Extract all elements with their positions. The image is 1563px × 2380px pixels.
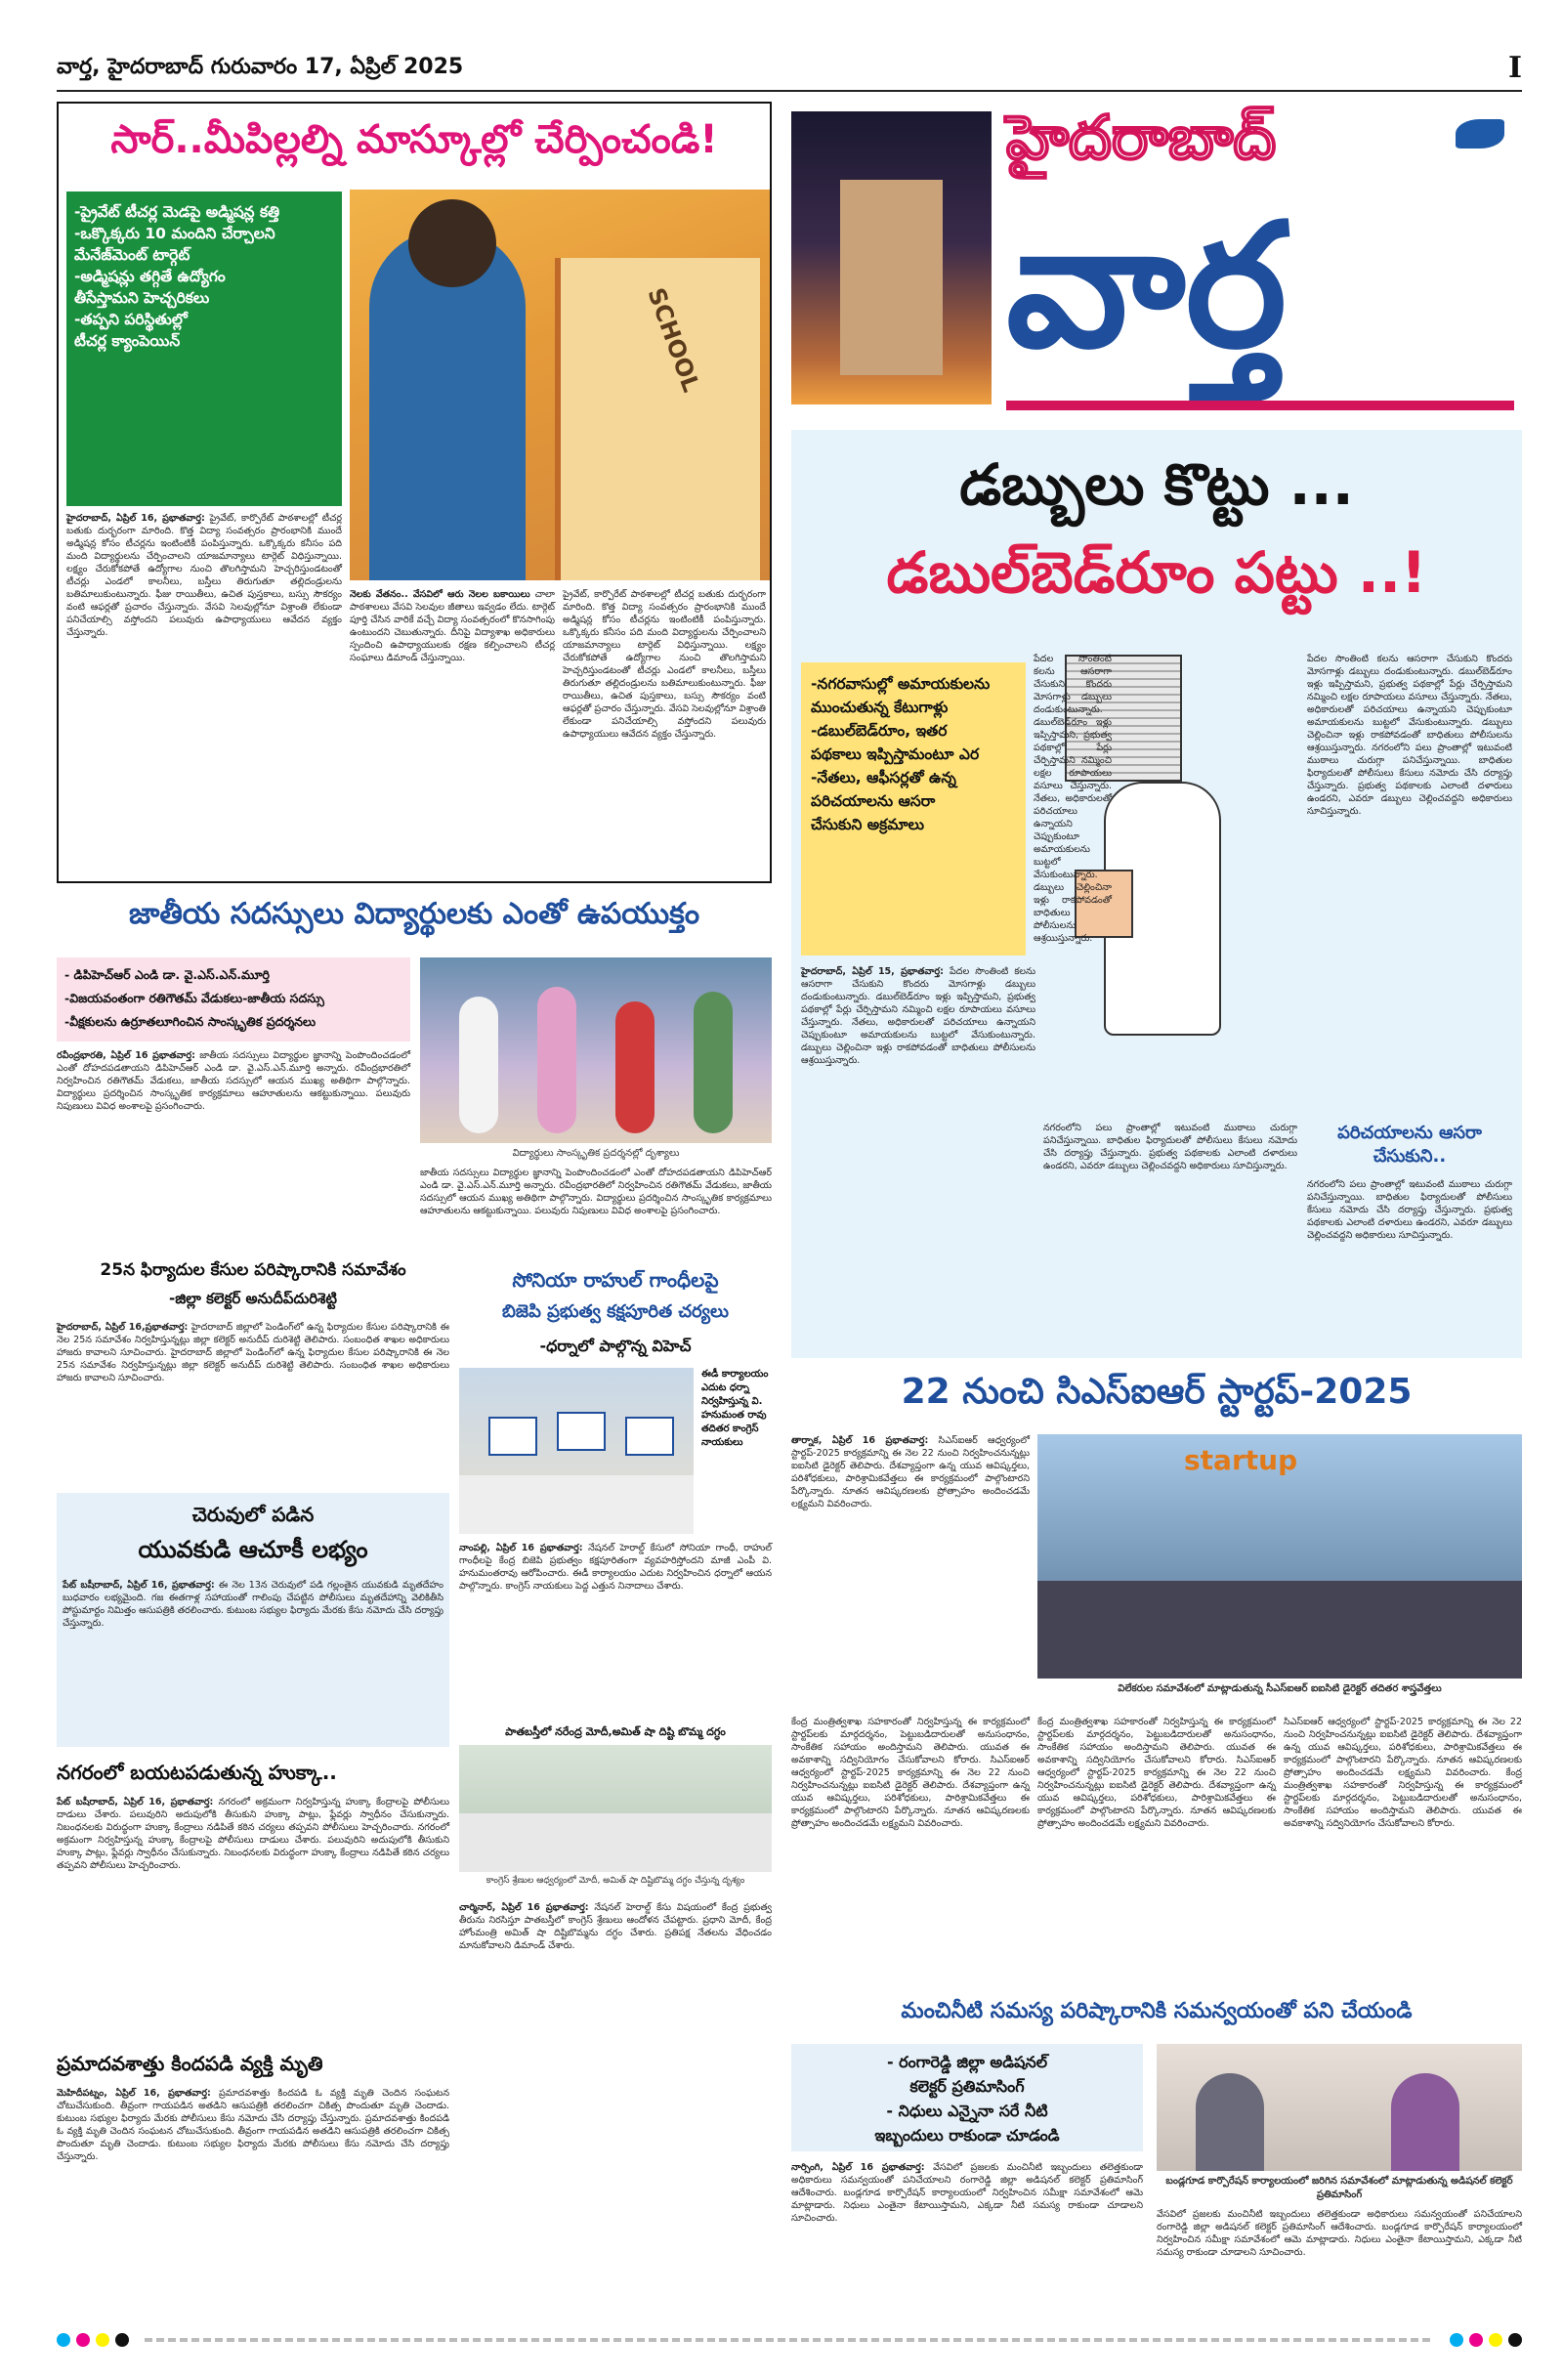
dateline: హైదరాబాద్, ఏప్రిల్ 15, ప్రభాతవార్త: (801, 966, 944, 977)
highlight-line: -విజయవంతంగా రతిగౌతమ్ వేడుకలు-జాతీయ సదస్సు (64, 991, 324, 1005)
placard (557, 1412, 606, 1451)
effigy-photo (459, 1745, 772, 1872)
body-col4 (1307, 1178, 1512, 1346)
highlights-box (801, 662, 1026, 956)
highlight-line: ముంచుతున్న కేటుగాళ్లు (811, 699, 949, 716)
body-col1 (791, 2161, 1143, 2308)
body-text: వేసవిలో ప్రజలకు మంచినీటి ఇబ్బందులు తలెత్తకుండా అధికారులు సమన్వయంతో పనిచేయాలని రంగారెడ్డి జిల్లా అడిషనల్ కలెక్టర్ ప్రతిమాసింగ్ ఆదేశించారు. బండ్లగూడ కార్పొరేషన్ కార్యాలయంలో నిర్వహించిన సమీక్షా సమావేశంలో ఆమె మాట్లాడారు. నిధులు ఎంతైనా కేటాయిస్తామని, ఎక్కడా నీటి సమస్య రాకుండా చూడాలని సూచించారు. (1157, 2209, 1522, 2258)
body-col3 (1284, 1716, 1522, 1976)
highlight-line: టీచర్ల క్యాంపెయిన్ (74, 332, 181, 350)
story-drinking-water (791, 1993, 1522, 2316)
masthead-rule (1006, 401, 1514, 410)
story-accident (57, 2046, 449, 2310)
body-col3 (563, 588, 766, 877)
dateline: రవీంద్రభారతి, ఏప్రిల్ 16 ప్రభాతవార్త: (57, 1050, 195, 1061)
headline: 25న ఫిర్యాదుల కేసుల పరిష్కారానికి సమావేశం (100, 1260, 406, 1280)
subhead: నెలకు వేతనం.. వేసవిలో ఆరు నెలల బకాయిలు (350, 589, 530, 600)
body-text: సిఎస్ఐఆర్ ఆధ్వర్యంలో స్టార్టప్-2025 కార్యక్రమాన్ని ఈ నెల 22 నుంచి నిర్వహించనున్నట్లు ఐఐసిటి డైరెక్టర్ తెలిపారు. దేశవ్యాప్తంగా ఉన్న యువ ఆవిష్కర్తలు, పరిశోధకులు, పారిశ్రామికవేత్తలు ఈ కార్యక్రమంలో పాల్గొంటారని పేర్కొన్నారు. నూతన ఆవిష్కరణలకు ప్రోత్సాహం అందించడమే లక్ష్యమని వివరించారు. (1284, 1717, 1522, 1778)
highlight-line: పరిచయాలను ఆసరా (811, 792, 936, 810)
color-registration-bar (57, 2331, 1522, 2349)
cultural-photo (420, 957, 772, 1143)
cyan-dot (57, 2333, 70, 2347)
body-col2 (1043, 1122, 1297, 1346)
body-text: ఈ నెల 13న చెరువులో పడి గల్లంతైన యువకుడి మృతదేహం బుధవారం లభ్యమైంది. గజ ఈతగాళ్ల సహాయంతో గాలింపు చేపట్టిన పోలీసులు మృతదేహాన్ని వెలికితీసి పోస్టుమార్టం నిమిత్తం ఆసుపత్రికి తరలించారు. కుటుంబ సభ్యుల ఫిర్యాదు మేరకు కేసు నమోదు చేసి దర్యాప్తు చేస్తున్నారు. (63, 1580, 444, 1629)
body-text: ప్రైవేట్, కార్పొరేట్ పాఠశాలల్లో టీచర్ల బతుకు దుర్భరంగా మారింది. కొత్త విద్యా సంవత్సరం ప్రారంభానికి ముందే అడ్మిషన్ల కోసం టీచర్లను ఇంటింటికీ పంపిస్తున్నారు. ఒక్కొక్కరు కనీసం పది మంది విద్యార్థులను చేర్పించాలని యాజమాన్యాలు టార్గెట్ విధిస్తున్నాయి. లక్ష్యం చేరుకోకపోతే ఉద్యోగాల నుంచి తొలగిస్తామని హెచ్చరిస్తుండటంతో టీచర్లు ఎండలో కాలనీలు, బస్తీలు తిరుగుతూ తల్లిదండ్రులను బతిమాలుకుంటున్నారు. ఫీజు రాయితీలు, ఉచిత పుస్తకాలు, బస్సు సౌకర్యం వంటి ఆఫర్లతో ప్రచారం చేస్తున్నారు. వేసవి సెలవుల్లోనూ విశ్రాంతి లేకుండా పనిచేయాల్సి వస్తోందని పలువురు ఉపాధ్యాయులు ఆవేదన వ్యక్తం చేస్తున్నారు. (563, 589, 766, 740)
highlight-line: -నేతలు, ఆఫీసర్లతో ఉన్న (811, 769, 956, 786)
body-text: జాతీయ సదస్సులు విద్యార్థుల జ్ఞానాన్ని పెంపొందించడంలో ఎంతో దోహదపడతాయని డిపిహెచ్‌ఆర్ ఎండి డా. వై.ఎస్.ఎన్.మూర్తి అన్నారు. రవీంద్రభారతిలో నిర్వహించిన రతిగౌతమ్ వేడుకలు, జాతీయ సదస్సులో ఆయన ముఖ్య అతిథిగా పాల్గొన్నారు. విద్యార్థులు ప్రదర్శించిన సాంస్కృతిక కార్యక్రమాలు ఆహూతులను ఆకట్టుకున్నాయి. పలువురు నిపుణులు వివిధ అంశాలపై ప్రసంగించారు. (57, 1050, 410, 1112)
body-text: నేషనల్ హెరాల్డ్ కేసు విషయంలో కేంద్ర ప్రభుత్వ తీరును నిరసిస్తూ పాతబస్తీలో కాంగ్రెస్ శ్రేణులు ఆందోళన చేపట్టారు. ప్రధాని మోదీ, కేంద్ర హోంమంత్రి అమిత్ షా దిష్టిబొమ్మను దగ్ధం చేశారు. ప్రతిపక్ష నేతలను వేధించడం మానుకోవాలని డిమాండ్ చేశారు. (459, 1902, 772, 1951)
body (57, 1321, 449, 1477)
press-meet-photo (1037, 1434, 1522, 1679)
black-dot (1508, 2333, 1522, 2347)
body-2 (459, 1901, 772, 2302)
highlight-line: -అడ్మిషన్లు తగ్గితే ఉద్యోగం (74, 268, 226, 285)
body-col3 (1307, 653, 1512, 1112)
body-text: నగరంలోని పలు ప్రాంతాల్లో ఇటువంటి ముఠాలు చురుగ్గా పనిచేస్తున్నాయి. బాధితుల ఫిర్యాదులతో పోలీసులు కేసులు నమోదు చేసి దర్యాప్తు చేస్తున్నారు. ప్రభుత్వ పథకాలకు ఎలాంటి దళారులు ఉండరని, ఎవరూ డబ్బులు చెల్లించవద్దని అధికారులు సూచిస్తున్నారు. (1307, 743, 1512, 817)
body-text: పేదల సొంతింటి కలను ఆసరాగా చేసుకుని కొందరు మోసగాళ్లు డబ్బులు దండుకుంటున్నారు. డబుల్‌బెడ్‌రూం ఇళ్లు ఇప్పిస్తామని, ప్రభుత్వ పథకాల్లో పేర్లు చేర్పిస్తామని నమ్మించి లక్షల రూపాయలు వసూలు చేస్తున్నారు. నేతలు, అధికారులతో పరిచయాలు ఉన్నాయని చెప్పుకుంటూ అమాయకులను బుట్టలో వేసుకుంటున్నారు. డబ్బులు చెల్లించినా ఇళ్లు రాకపోవడంతో బాధితులు పోలీసులను ఆశ్రయిస్తున్నారు. (801, 966, 1035, 1066)
body-col2 (1157, 2208, 1522, 2308)
photo-caption: విద్యార్థులు సాంస్కృతిక ప్రదర్శనల్లో దృశ్యాలు (512, 1148, 680, 1159)
body-col1 (66, 512, 342, 879)
body-text: నగరంలో అక్రమంగా నిర్వహిస్తున్న హుక్కా కేంద్రాలపై పోలీసులు దాడులు చేశారు. పలువురిని అదుపులోకి తీసుకుని హుక్కా పాట్లు, ఫ్లేవర్లు స్వాధీనం చేసుకున్నారు. నిబంధనలకు విరుద్ధంగా హుక్కా కేంద్రాలు నడిపితే కఠిన చర్యలు తప్పవని పోలీసులు హెచ్చరించారు. (57, 1822, 449, 1871)
highlight-line: మేనేజ్‌మెంట్ టార్గెట్ (74, 246, 190, 264)
header-dateline: వార్త, హైదరాబాద్ గురువారం 17, ఏప్రిల్ 2025 (57, 55, 464, 79)
highlight-line: పథకాలు ఇప్పిస్తామంటూ ఎర (811, 745, 980, 763)
body-text: హైదరాబాద్ జిల్లాలో పెండింగ్‌లో ఉన్న ఫిర్యాదుల కేసుల పరిష్కారానికి ఈ నెల 25న సమావేశం నిర్వహిస్తున్నట్లు జిల్లా కలెక్టర్ అనుదీప్ దురిశెట్టి తెలిపారు. సంబంధిత శాఖల అధికారులు హాజరు కావాలని సూచించారు. (57, 1322, 449, 1358)
photo-caption: విలేకరుల సమావేశంలో మాట్లాడుతున్న సీఎస్ఐఆర్ ఐఐసిటి డైరెక్టర్ తదితర శాస్త్రవేత్తలు (1118, 1683, 1442, 1694)
dateline: హైదరాబాద్, ఏప్రిల్ 16, ప్రభాతవార్త: (66, 513, 205, 524)
cyan-dot (1450, 2333, 1463, 2347)
dancer-shape (694, 992, 733, 1133)
body-text: సిఎస్ఐఆర్ ఆధ్వర్యంలో స్టార్టప్-2025 కార్యక్రమాన్ని ఈ నెల 22 నుంచి నిర్వహించనున్నట్లు ఐఐసిటి డైరెక్టర్ తెలిపారు. దేశవ్యాప్తంగా ఉన్న యువ ఆవిష్కర్తలు, పరిశోధకులు, పారిశ్రామికవేత్తలు ఈ కార్యక్రమంలో పాల్గొంటారని పేర్కొన్నారు. నూతన ఆవిష్కరణలకు ప్రోత్సాహం అందించడమే లక్ష్యమని వివరించారు. (791, 1755, 1030, 1829)
dancer-shape (615, 1001, 655, 1133)
body-wrap-col (1034, 653, 1112, 944)
body-text: పేదల సొంతింటి కలను ఆసరాగా చేసుకుని కొందరు మోసగాళ్లు డబ్బులు దండుకుంటున్నారు. డబుల్‌బెడ్‌రూం ఇళ్లు ఇప్పిస్తామని, ప్రభుత్వ పథకాల్లో పేర్లు చేర్పిస్తామని నమ్మించి లక్షల రూపాయలు వసూలు చేస్తున్నారు. నేతలు, అధికారులతో పరిచయాలు ఉన్నాయని చెప్పుకుంటూ అమాయకులను బుట్టలో వేసుకుంటున్నారు. డబ్బులు చెల్లించినా ఇళ్లు రాకపోవడంతో బాధితులు పోలీసులను ఆశ్రయిస్తున్నారు. (1034, 654, 1112, 944)
highlight-line: -డబుల్‌బెడ్‌రూం, ఇతర (811, 722, 948, 740)
black-dot (115, 2333, 129, 2347)
highlight-line: చేసుకుని అక్రమాలు (811, 816, 924, 833)
meeting-photo (1157, 2044, 1522, 2171)
page-header (57, 51, 1522, 86)
headline: చెరువులో పడిన (191, 1503, 315, 1526)
dancer-shape (459, 997, 498, 1133)
body-col2 (420, 1167, 772, 1245)
dateline: నార్సింగి, ఏప్రిల్ 16 ప్రభాతవార్త: (791, 2162, 925, 2173)
body-col1 (791, 1434, 1030, 1708)
highlight-line: -ఒక్కొక్కరు 10 మందిని చేర్చాలని (74, 225, 275, 242)
body-text: పేదల సొంతింటి కలను ఆసరాగా చేసుకుని కొందరు మోసగాళ్లు డబ్బులు దండుకుంటున్నారు. డబుల్‌బెడ్‌రూం ఇళ్లు ఇప్పిస్తామని, ప్రభుత్వ పథకాల్లో పేర్లు చేర్పిస్తామని నమ్మించి లక్షల రూపాయలు వసూలు చేస్తున్నారు. నేతలు, అధికారులతో పరిచయాలు ఉన్నాయని చెప్పుకుంటూ అమాయకులను బుట్టలో వేసుకుంటున్నారు. డబ్బులు చెల్లించినా ఇళ్లు రాకపోవడంతో బాధితులు పోలీసులను ఆశ్రయిస్తున్నారు. (1307, 654, 1512, 753)
body-col2 (1037, 1716, 1276, 1976)
dateline: చార్మినార్, ఏప్రిల్ 16 ప్రభాతవార్త: (459, 1902, 589, 1913)
headline: నగరంలో బయటపడుతున్న హుక్కా.. (57, 1761, 337, 1784)
body-text: సిఎస్ఐఆర్ ఆధ్వర్యంలో స్టార్టప్-2025 కార్యక్రమాన్ని ఈ నెల 22 నుంచి నిర్వహించనున్నట్లు ఐఐసిటి డైరెక్టర్ తెలిపారు. దేశవ్యాప్తంగా ఉన్న యువ ఆవిష్కర్తలు, పరిశోధకులు, పారిశ్రామికవేత్తలు ఈ కార్యక్రమంలో పాల్గొంటారని పేర్కొన్నారు. నూతన ఆవిష్కరణలకు ప్రోత్సాహం అందించడమే లక్ష్యమని వివరించారు. (1037, 1755, 1276, 1829)
subhead: పరిచయాలను ఆసరా చేసుకుని.. (1337, 1123, 1482, 1167)
body-text: నగరంలో అక్రమంగా నిర్వహిస్తున్న హుక్కా కేంద్రాలపై పోలీసులు దాడులు చేశారు. పలువురిని అదుపులోకి తీసుకుని హుక్కా పాట్లు, ఫ్లేవర్లు స్వాధీనం చేసుకున్నారు. నిబంధనలకు విరుద్ధంగా హుక్కా కేంద్రాలు నడిపితే కఠిన చర్యలు తప్పవని పోలీసులు హెచ్చరించారు. (57, 1797, 449, 1833)
headline: సోనియా రాహుల్ గాంధీలపై (512, 1268, 719, 1292)
body-text: నగరంలోని పలు ప్రాంతాల్లో ఇటువంటి ముఠాలు చురుగ్గా పనిచేస్తున్నాయి. బాధితుల ఫిర్యాదులతో పోలీసులు కేసులు నమోదు చేసి దర్యాప్తు చేస్తున్నారు. ప్రభుత్వ పథకాలకు ఎలాంటి దళారులు ఉండరని, ఎవరూ డబ్బులు చెల్లించవద్దని అధికారులు సూచిస్తున్నారు. (1307, 1179, 1512, 1241)
body-col1 (801, 965, 1035, 1346)
subhead: -ధర్నాలో పాల్గొన్న విహెచ్ (539, 1337, 692, 1355)
registration-line (145, 2338, 1434, 2342)
body-col2 (350, 588, 555, 877)
body-text: ప్రైవేట్, కార్పొరేట్ పాఠశాలల్లో టీచర్ల బతుకు దుర్భరంగా మారింది. కొత్త విద్యా సంవత్సరం ప్రారంభానికి ముందే అడ్మిషన్ల కోసం టీచర్లను ఇంటింటికీ పంపిస్తున్నారు. ఒక్కొక్కరు కనీసం పది మంది విద్యార్థులను చేర్పించాలని యాజమాన్యాలు టార్గెట్ విధిస్తున్నాయి. లక్ష్యం చేరుకోకపోతే ఉద్యోగాల నుంచి తొలగిస్తామని హెచ్చరిస్తుండటంతో టీచర్లు ఎండలో కాలనీలు, బస్తీలు తిరుగుతూ తల్లిదండ్రులను బతిమాలుకుంటున్నారు. ఫీజు రాయితీలు, ఉచిత పుస్తకాలు, బస్సు సౌకర్యం వంటి ఆఫర్లతో ప్రచారం చేస్తున్నారు. వేసవి సెలవుల్లోనూ విశ్రాంతి లేకుండా పనిచేయాల్సి వస్తోందని పలువురు ఉపాధ్యాయులు ఆవేదన వ్యక్తం చేస్తున్నారు. (66, 513, 342, 638)
school-building (555, 258, 760, 580)
body-text: నేషనల్ హెరాల్డ్ కేసులో సోనియా గాంధీ, రాహుల్ గాంధీలపై కేంద్ర బిజెపి ప్రభుత్వం కక్షపూరితంగా వ్యవహరిస్తోందని మాజీ ఎంపీ వి. హనుమంతరావు ఆరోపించారు. ఈడీ కార్యాలయం ఎదుట నిర్వహించిన ధర్నాలో ఆయన పాల్గొన్నారు. కాంగ్రెస్ నాయకులు పెద్ద ఎత్తున నినాదాలు చేశారు. (459, 1543, 772, 1592)
dancer-shape (537, 987, 576, 1133)
startup-banner: startup (1184, 1444, 1298, 1476)
header-rule (57, 90, 1522, 92)
photo2-title: పాతబస్తీలో నరేంద్ర మోదీ,అమిత్ షా దిష్టి బొమ్మ దగ్ధం (505, 1725, 726, 1738)
body (459, 1542, 772, 1718)
body-text: జాతీయ సదస్సులు విద్యార్థుల జ్ఞానాన్ని పెంపొందించడంలో ఎంతో దోహదపడతాయని డిపిహెచ్‌ఆర్ ఎండి డా. వై.ఎస్.ఎన్.మూర్తి అన్నారు. రవీంద్రభారతిలో నిర్వహించిన రతిగౌతమ్ వేడుకలు, జాతీయ సదస్సులో ఆయన ముఖ్య అతిథిగా పాల్గొన్నారు. విద్యార్థులు ప్రదర్శించిన సాంస్కృతిక కార్యక్రమాలు ఆహూతులను ఆకట్టుకున్నాయి. పలువురు నిపుణులు వివిధ అంశాలపై ప్రసంగించారు. (420, 1168, 772, 1216)
dateline: పేట్ బషీరాబాద్, ఏప్రిల్ 16, ప్రభాతవార్త: (57, 1797, 214, 1807)
headline: ప్రమాదవశాత్తు కిందపడి వ్యక్తి మృతి (57, 2052, 323, 2075)
yellow-dot (1489, 2333, 1502, 2347)
story-grievance-meeting (57, 1260, 449, 1485)
headline-2: బిజెపి ప్రభుత్వ కక్షపూరిత చర్యలు (502, 1301, 729, 1322)
body (57, 2087, 449, 2302)
highlight-line: - డిపిహెచ్‌ఆర్ ఎండి డా. వై.ఎస్.ఎన్.మూర్తి (64, 967, 270, 982)
protest-photo (459, 1368, 694, 1534)
headline-2: డబుల్‌బెడ్‌రూం పట్టు ..! (886, 539, 1427, 606)
body-text: కేంద్ర మంత్రిత్వశాఖ సహకారంతో నిర్వహిస్తున్న ఈ కార్యక్రమంలో స్టార్టప్‌లకు మార్గదర్శనం, పెట్టుబడిదారులతో అనుసంధానం, సాంకేతిక సహాయం అందిస్తామని తెలిపారు. యువత ఈ అవకాశాన్ని సద్వినియోగం చేసుకోవాలని కోరారు. (1037, 1717, 1276, 1765)
body-text: హైదరాబాద్ జిల్లాలో పెండింగ్‌లో ఉన్న ఫిర్యాదుల కేసుల పరిష్కారానికి ఈ నెల 25న సమావేశం నిర్వహిస్తున్నట్లు జిల్లా కలెక్టర్ అనుదీప్ దురిశెట్టి తెలిపారు. సంబంధిత శాఖల అధికారులు హాజరు కావాలని సూచించారు. (57, 1347, 449, 1383)
body-col1b (791, 1716, 1030, 1976)
body-col1 (57, 1049, 410, 1245)
body-text: వేసవిలో ప్రజలకు మంచినీటి ఇబ్బందులు తలెత్తకుండా అధికారులు సమన్వయంతో పనిచేయాలని రంగారెడ్డి జిల్లా అడిషనల్ కలెక్టర్ ప్రతిమాసింగ్ ఆదేశించారు. బండ్లగూడ కార్పొరేషన్ కార్యాలయంలో నిర్వహించిన సమీక్షా సమావేశంలో ఆమె మాట్లాడారు. నిధులు ఎంతైనా కేటాయిస్తామని, ఎక్కడా నీటి సమస్య రాకుండా చూడాలని సూచించారు. (791, 2162, 1143, 2224)
school-sign: SCHOOL (642, 284, 705, 396)
side-caption: ఈడీ కార్యాలయం ఎదుట ధర్నా నిర్వహిస్తున్న వి. హనుమంత రావు తదితర కాంగ్రెస్ నాయకులు (701, 1369, 769, 1448)
headline: సార్..మీపిల్లల్ని మాస్కూల్లో చేర్పించండి! (110, 117, 718, 162)
body-text: కేంద్ర మంత్రిత్వశాఖ సహకారంతో నిర్వహిస్తున్న ఈ కార్యక్రమంలో స్టార్టప్‌లకు మార్గదర్శనం, పెట్టుబడిదారులతో అనుసంధానం, సాంకేతిక సహాయం అందిస్తామని తెలిపారు. యువత ఈ అవకాశాన్ని సద్వినియోగం చేసుకోవాలని కోరారు. (1284, 1767, 1522, 1829)
masthead (791, 102, 1522, 424)
dateline: తార్నాక, ఏప్రిల్ 16 ప్రభాతవార్త: (791, 1435, 929, 1446)
photo-caption: బండ్లగూడ కార్పొరేషన్ కార్యాలయంలో జరిగిన సమావేశంలో మాట్లాడుతున్న అడిషనల్ కలెక్టర్ ప్రతిమాసింగ్ (1165, 2176, 1513, 2200)
highlights-box (57, 957, 410, 1041)
body-text: చాలా పాఠశాలలు వేసవి సెలవుల జీతాలు ఇవ్వడం లేదు. టార్గెట్ పూర్తి చేసిన వారికే వచ్చే విద్యా సంవత్సరంలో కొనసాగింపు ఉంటుందని చెబుతున్నారు. దీనిపై విద్యాశాఖ అధికారులు స్పందించి ఉపాధ్యాయులకు రక్షణ కల్పించాలని టీచర్ల సంఘాలు డిమాండ్ చేస్తున్నాయి. (350, 589, 555, 663)
story-school-admissions (57, 102, 772, 883)
school-illustration (350, 190, 770, 580)
dateline: మెహిదీపట్నం, ఏప్రిల్ 16, ప్రభాతవార్త: (57, 2088, 211, 2099)
story-csir-startup (791, 1366, 1522, 1981)
placard (625, 1417, 674, 1456)
story-sonia-rahul (459, 1260, 772, 2316)
highlights-box (791, 2044, 1143, 2151)
headline: డబ్బులు కొట్టు ... (959, 451, 1354, 518)
child-head (408, 199, 496, 287)
story-housing-fraud (791, 430, 1522, 1358)
highlight-line: ఇబ్బందులు రాకుండా చూడండి (874, 2126, 1060, 2145)
masthead-title: వార్త (1006, 188, 1288, 386)
headline: జాతీయ సదస్సులు విద్యార్థులకు ఎంతో ఉపయుక్తం (128, 897, 700, 931)
protesters (459, 1475, 694, 1534)
headline-2: యువకుడి ఆచూకీ లభ్యం (138, 1536, 368, 1563)
dateline: నాంపల్లి, ఏప్రిల్ 16 ప్రభాతవార్త: (459, 1543, 583, 1553)
body-text: నగరంలోని పలు ప్రాంతాల్లో ఇటువంటి ముఠాలు చురుగ్గా పనిచేస్తున్నాయి. బాధితుల ఫిర్యాదులతో పోలీసులు కేసులు నమోదు చేసి దర్యాప్తు చేస్తున్నారు. ప్రభుత్వ పథకాలకు ఎలాంటి దళారులు ఉండరని, ఎవరూ డబ్బులు చెల్లించవద్దని అధికారులు సూచిస్తున్నారు. (1043, 1123, 1297, 1171)
highlight-line: తీసేస్తామని హెచ్చరికలు (74, 289, 210, 307)
magenta-dot (76, 2333, 90, 2347)
body-text: ప్రమాదవశాత్తు కిందపడి ఓ వ్యక్తి మృతి చెందిన సంఘటన చోటుచేసుకుంది. తీవ్రంగా గాయపడిన అతడిని ఆసుపత్రికి తరలించగా చికిత్స పొందుతూ మృతి చెందాడు. కుటుంబ సభ్యుల ఫిర్యాదు మేరకు పోలీసులు కేసు నమోదు చేసి దర్యాప్తు చేస్తున్నారు. (57, 2113, 449, 2162)
person-figure (1391, 2073, 1459, 2171)
highlights-box (66, 191, 342, 506)
highlight-line: -ప్రైవేట్ టీచర్ల మెడపై అడ్మిషన్ల కత్తి (74, 203, 280, 221)
yellow-dot (96, 2333, 109, 2347)
dove-icon (1456, 119, 1504, 149)
highlight-line: -తప్పని పరిస్థితుల్లో (74, 311, 188, 328)
page-number: I (1507, 51, 1522, 85)
body (57, 1796, 449, 2030)
dateline: హైదరాబాద్, ఏప్రిల్ 16,ప్రభాతవార్త: (57, 1322, 189, 1333)
masthead-city: హైదరాబాద్ (1006, 102, 1277, 173)
charminar-photo (791, 111, 992, 404)
press-table (1037, 1581, 1522, 1679)
body-text: కేంద్ర మంత్రిత్వశాఖ సహకారంతో నిర్వహిస్తున్న ఈ కార్యక్రమంలో స్టార్టప్‌లకు మార్గదర్శనం, పెట్టుబడిదారులతో అనుసంధానం, సాంకేతిక సహాయం అందిస్తామని తెలిపారు. యువత ఈ అవకాశాన్ని సద్వినియోగం చేసుకోవాలని కోరారు. (791, 1717, 1030, 1765)
body-text: సిఎస్ఐఆర్ ఆధ్వర్యంలో స్టార్టప్-2025 కార్యక్రమాన్ని ఈ నెల 22 నుంచి నిర్వహించనున్నట్లు ఐఐసిటి డైరెక్టర్ తెలిపారు. దేశవ్యాప్తంగా ఉన్న యువ ఆవిష్కర్తలు, పరిశోధకులు, పారిశ్రామికవేత్తలు ఈ కార్యక్రమంలో పాల్గొంటారని పేర్కొన్నారు. నూతన ఆవిష్కరణలకు ప్రోత్సాహం అందించడమే లక్ష్యమని వివరించారు. (791, 1435, 1030, 1509)
person-figure (1196, 2073, 1264, 2171)
protesters (459, 1813, 772, 1872)
body-text: ప్రమాదవశాత్తు కిందపడి ఓ వ్యక్తి మృతి చెందిన సంఘటన చోటుచేసుకుంది. తీవ్రంగా గాయపడిన అతడిని ఆసుపత్రికి తరలించగా చికిత్స పొందుతూ మృతి చెందాడు. కుటుంబ సభ్యుల ఫిర్యాదు మేరకు పోలీసులు కేసు నమోదు చేసి దర్యాప్తు చేస్తున్నారు. (57, 2088, 450, 2124)
highlight-line: -వీక్షకులను ఉర్రూతలూగించిన సాంస్కృతిక ప్రదర్శనలు (64, 1014, 317, 1029)
charminar-shape (840, 180, 943, 375)
story-lake-body-found (57, 1493, 449, 1747)
story-hookah (57, 1755, 449, 2038)
headline: 22 నుంచి సిఎస్ఐఆర్ స్టార్టప్-2025 (901, 1372, 1413, 1412)
body (63, 1579, 444, 1739)
photo2-caption: కాంగ్రెస్ శ్రేణుల ఆధ్వర్యంలో మోదీ, అమిత్ షా దిష్టిబొమ్మ దగ్ధం చేస్తున్న దృశ్యం (486, 1876, 745, 1886)
dateline: పేట్ బషీరాబాద్, ఏప్రిల్ 16, ప్రభాతవార్త: (63, 1580, 215, 1591)
highlight-line: -నగరవాసుల్లో అమాయకులను (811, 675, 991, 693)
headline: మంచినీటి సమస్య పరిష్కారానికి సమన్వయంతో పని చేయండి (901, 1999, 1413, 2023)
highlight-line: - రంగారెడ్డి జిల్లా అడిషనల్ (886, 2053, 1048, 2071)
highlight-line: కలెక్టర్ ప్రతిమాసింగ్ (909, 2077, 1025, 2096)
placard (488, 1417, 537, 1456)
highlight-line: - నిధులు ఎన్నైనా సరే నీటి (886, 2102, 1048, 2120)
story-national-seminar (57, 889, 772, 1251)
subhead: -జిల్లా కలెక్టర్ అనుదీప్‌దురిశెట్టి (168, 1290, 337, 1307)
magenta-dot (1469, 2333, 1483, 2347)
